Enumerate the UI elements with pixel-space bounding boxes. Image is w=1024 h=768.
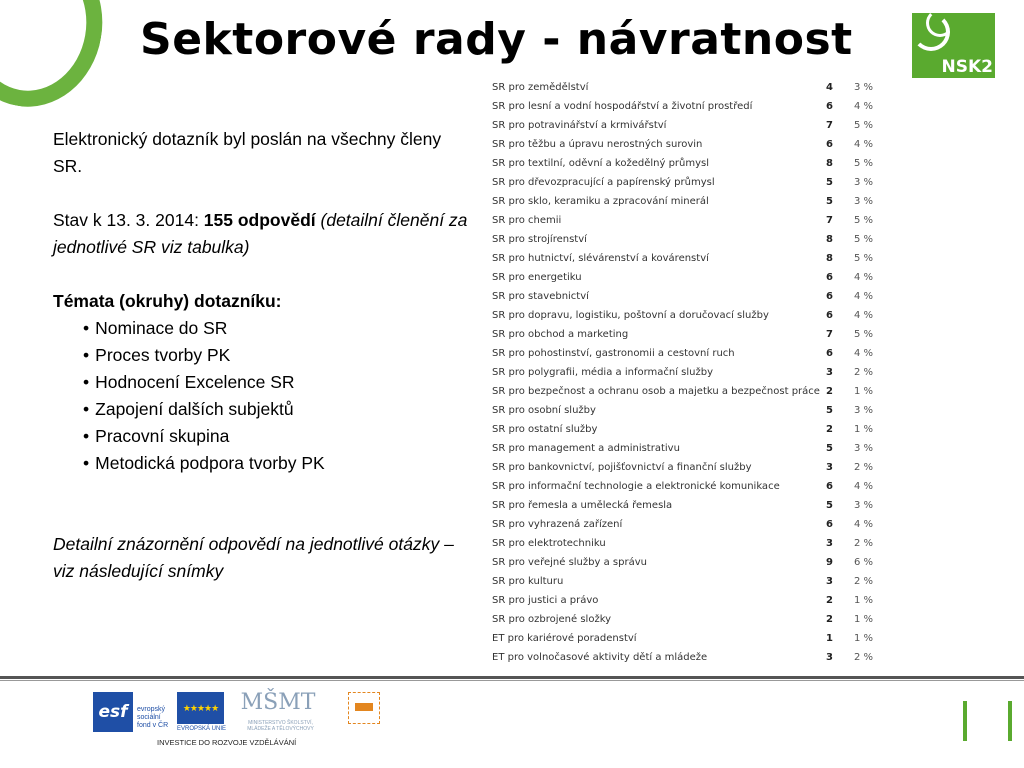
row-percent: 2 %	[853, 538, 873, 549]
op-logo-icon	[348, 692, 380, 724]
status-count: 155 odpovědí	[203, 210, 316, 230]
table-row	[488, 249, 884, 268]
row-percent: 4 %	[853, 348, 873, 359]
table-row	[488, 135, 884, 154]
row-percent: 4 %	[853, 101, 873, 112]
list-item: • Metodická podpora tvorby PK	[83, 453, 325, 473]
table-row	[488, 325, 884, 344]
row-percent: 5 %	[853, 253, 873, 264]
table-row	[488, 230, 884, 249]
invest-tagline: INVESTICE DO ROZVOJE VZDĚLÁVÁNÍ	[157, 738, 297, 747]
row-count: 5	[825, 177, 833, 188]
row-count: 2	[825, 424, 833, 435]
row-count: 8	[825, 158, 833, 169]
row-name: SR pro textilní, oděvní a kožedělný průmysl	[492, 158, 710, 169]
intro-text: Elektronický dotazník byl poslán na všechny členy SR.	[53, 129, 442, 176]
row-percent: 4 %	[853, 519, 873, 530]
topics-list	[53, 315, 473, 477]
row-name: SR pro management a administrativu	[492, 443, 680, 454]
row-count: 6	[825, 310, 833, 321]
row-percent: 5 %	[853, 120, 873, 131]
row-name: SR pro hutnictví, slévárenství a kovárenství	[492, 253, 709, 264]
row-percent: 1 %	[853, 424, 873, 435]
list-item: • Pracovní skupina	[83, 426, 230, 446]
row-percent: 3 %	[853, 82, 873, 93]
row-name: SR pro bankovnictví, pojišťovnictví a finanční služby	[492, 462, 752, 473]
table-row	[488, 572, 884, 591]
table-row	[488, 629, 884, 648]
row-percent: 1 %	[853, 633, 873, 644]
status-text	[53, 207, 473, 261]
row-count: 2	[825, 595, 833, 606]
row-percent: 5 %	[853, 158, 873, 169]
table-row	[488, 477, 884, 496]
row-name: SR pro zemědělství	[492, 82, 589, 93]
corner-decoration	[0, 0, 115, 118]
msmt-logo-icon: MŠMT	[240, 690, 316, 715]
nsk-logo	[912, 13, 995, 78]
row-percent: 5 %	[853, 234, 873, 245]
table-row	[488, 344, 884, 363]
row-count: 5	[825, 405, 833, 416]
bullet-icon: •	[83, 372, 90, 392]
corner-bar-icon	[1008, 701, 1012, 741]
table-row	[488, 154, 884, 173]
row-name: SR pro obchod a marketing	[492, 329, 629, 340]
nsk-logo-text: NSK2	[941, 57, 993, 77]
row-percent: 4 %	[853, 272, 873, 283]
row-count: 2	[825, 614, 833, 625]
row-count: 6	[825, 291, 833, 302]
row-name: SR pro řemesla a umělecká řemesla	[492, 500, 673, 511]
table-row	[488, 458, 884, 477]
row-percent: 4 %	[853, 310, 873, 321]
table-row	[488, 496, 884, 515]
table-row	[488, 420, 884, 439]
status-note: (detailní členění za jednotlivé SR viz tabulka)	[53, 210, 468, 257]
row-name: SR pro bezpečnost a ochranu osob a majetku a bezpečnost práce	[492, 386, 820, 397]
row-percent: 2 %	[853, 367, 873, 378]
row-name: SR pro strojírenství	[492, 234, 587, 245]
row-count: 3	[825, 462, 833, 473]
row-count: 7	[825, 329, 833, 340]
corner-bar-icon	[963, 701, 967, 741]
row-name: SR pro chemii	[492, 215, 562, 226]
bullet-icon: •	[83, 318, 90, 338]
eu-label: EVROPSKÁ UNIE	[177, 726, 227, 732]
row-count: 6	[825, 481, 833, 492]
row-count: 3	[825, 538, 833, 549]
row-name: ET pro kariérové poradenství	[492, 633, 637, 644]
row-name: SR pro polygrafii, média a informační služby	[492, 367, 714, 378]
row-count: 6	[825, 139, 833, 150]
table-row	[488, 97, 884, 116]
row-count: 7	[825, 120, 833, 131]
row-name: SR pro dřevozpracující a papírenský průmysl	[492, 177, 715, 188]
row-name: SR pro dopravu, logistiku, poštovní a doručovací služby	[492, 310, 769, 321]
row-count: 7	[825, 215, 833, 226]
table-row	[488, 648, 884, 667]
row-percent: 3 %	[853, 443, 873, 454]
list-item: • Proces tvorby PK	[83, 345, 231, 365]
row-count: 4	[825, 82, 833, 93]
row-count: 5	[825, 443, 833, 454]
row-percent: 2 %	[853, 462, 873, 473]
row-name: SR pro pohostinství, gastronomii a cestovní ruch	[492, 348, 735, 359]
row-count: 5	[825, 500, 833, 511]
list-item: • Zapojení dalších subjektů	[83, 399, 294, 419]
row-count: 6	[825, 101, 833, 112]
row-percent: 3 %	[853, 196, 873, 207]
table-row	[488, 610, 884, 629]
table-row	[488, 363, 884, 382]
row-count: 3	[825, 367, 833, 378]
row-count: 5	[825, 196, 833, 207]
table-row	[488, 268, 884, 287]
row-count: 8	[825, 234, 833, 245]
status-prefix: Stav k 13. 3. 2014:	[53, 210, 204, 230]
list-item: • Hodnocení Excelence SR	[83, 372, 295, 392]
bullet-icon: •	[83, 399, 90, 419]
row-name: SR pro vyhrazená zařízení	[492, 519, 623, 530]
row-percent: 1 %	[853, 386, 873, 397]
row-name: SR pro kulturu	[492, 576, 564, 587]
topics-heading: Témata (okruhy) dotazníku:	[53, 291, 282, 311]
row-percent: 5 %	[853, 329, 873, 340]
table-row	[488, 439, 884, 458]
footer-divider	[0, 676, 1024, 679]
row-count: 2	[825, 386, 833, 397]
row-percent: 2 %	[853, 652, 873, 663]
table-row	[488, 306, 884, 325]
row-name: SR pro justici a právo	[492, 595, 599, 606]
table-row	[488, 382, 884, 401]
row-name: SR pro osobní služby	[492, 405, 596, 416]
row-percent: 3 %	[853, 500, 873, 511]
row-name: SR pro sklo, keramiku a zpracování minerál	[492, 196, 709, 207]
footer-divider-thin	[0, 680, 1024, 681]
table-row	[488, 211, 884, 230]
row-name: SR pro veřejné služby a správu	[492, 557, 647, 568]
msmt-label: MINISTERSTVO ŠKOLSTVÍ, MLÁDEŽE A TĚLOVÝCHOVY	[247, 720, 314, 732]
bullet-icon: •	[83, 426, 90, 446]
row-name: SR pro ostatní služby	[492, 424, 598, 435]
row-count: 6	[825, 519, 833, 530]
row-count: 8	[825, 253, 833, 264]
row-count: 3	[825, 576, 833, 587]
row-percent: 4 %	[853, 481, 873, 492]
bullet-icon: •	[83, 453, 90, 473]
table-row	[488, 192, 884, 211]
row-percent: 4 %	[853, 139, 873, 150]
row-percent: 1 %	[853, 614, 873, 625]
footer-logos	[93, 690, 393, 760]
list-item: • Nominace do SR	[83, 318, 228, 338]
page-title: Sektorové rady - návratnost	[140, 14, 853, 65]
bullet-icon: •	[83, 345, 90, 365]
table-row	[488, 401, 884, 420]
row-name: SR pro lesní a vodní hospodářství a životní prostředí	[492, 101, 753, 112]
row-count: 1	[825, 633, 833, 644]
row-name: SR pro těžbu a úpravu nerostných surovin	[492, 139, 703, 150]
table-row	[488, 287, 884, 306]
table-row	[488, 534, 884, 553]
row-percent: 3 %	[853, 177, 873, 188]
esf-logo-text: evropský sociální fond v ČR	[137, 706, 169, 729]
row-percent: 6 %	[853, 557, 873, 568]
row-percent: 4 %	[853, 291, 873, 302]
row-percent: 3 %	[853, 405, 873, 416]
row-name: SR pro stavebnictví	[492, 291, 589, 302]
table-row	[488, 173, 884, 192]
table-row	[488, 553, 884, 572]
eu-flag-icon: ★★★★★	[177, 692, 224, 724]
footer-note: Detailní znázornění odpovědí na jednotlivé otázky – viz následující snímky	[53, 534, 454, 581]
row-name: SR pro informační technologie a elektronické komunikace	[492, 481, 780, 492]
row-count: 3	[825, 652, 833, 663]
table-row	[488, 515, 884, 534]
row-count: 9	[825, 557, 833, 568]
table-row	[488, 78, 884, 97]
sr-response-table	[488, 78, 884, 667]
row-percent: 1 %	[853, 595, 873, 606]
row-name: SR pro energetiku	[492, 272, 582, 283]
row-name: SR pro potravinářství a krmivářství	[492, 120, 667, 131]
table-row	[488, 116, 884, 135]
row-name: SR pro elektrotechniku	[492, 538, 606, 549]
esf-logo-icon: esf	[93, 692, 133, 732]
row-name: SR pro ozbrojené složky	[492, 614, 612, 625]
row-name: ET pro volnočasové aktivity dětí a mládeže	[492, 652, 708, 663]
table-row	[488, 591, 884, 610]
row-count: 6	[825, 348, 833, 359]
left-text-block	[53, 126, 473, 585]
row-count: 6	[825, 272, 833, 283]
row-percent: 5 %	[853, 215, 873, 226]
row-percent: 2 %	[853, 576, 873, 587]
